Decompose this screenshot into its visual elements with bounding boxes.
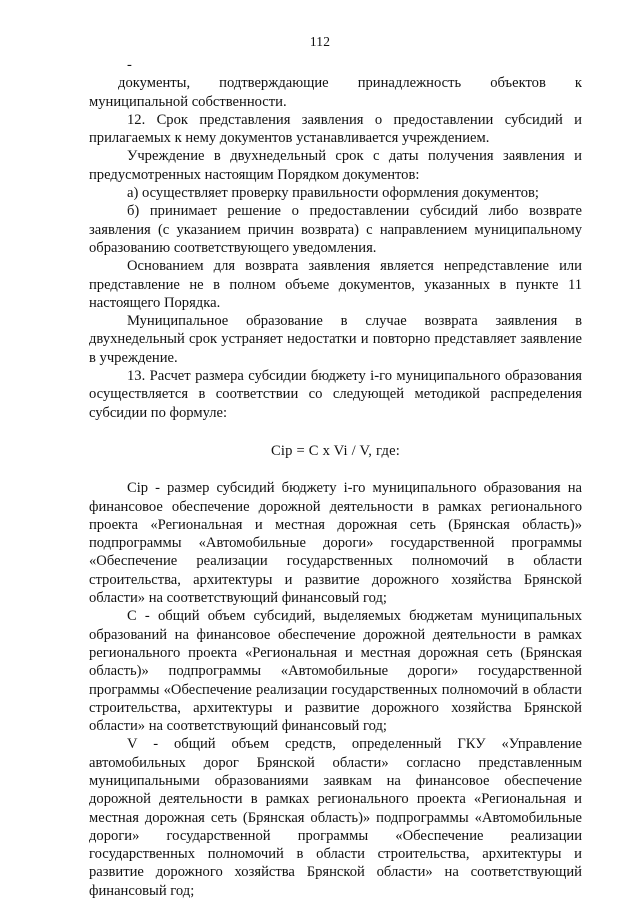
paragraph-documents-ownership: - документы, подтверждающие принадлежность объектов к муниципальной собственности. [89,57,582,110]
paragraph-c-definition: С - общий объем субсидий, выделяемых бюджетам муниципальных образований на финансовое обеспечение дорожной деятельности в рамках регионального проекта «Региональная и местная дорожная сеть (Брянская область)» подпрограммы «Автомобильные дороги» государственной программы «Обеспечение реализации государственных полномочий в области строительства, архитектуры и развитие дорожного хозяйства Брянской области» на соответствующий финансовый год; [89,608,582,735]
paragraph-municipality-resubmit: Муниципальное образование в случае возврата заявления в двухнедельный срок устраняет недостатки и повторно представляет заявление в учреждение. [89,313,582,366]
paragraph-return-grounds: Основанием для возврата заявления является непредставление или представление не в полном объеме документов, указанных в пункте 11 настоящего Порядка. [89,258,582,311]
paragraph-item-a: а) осуществляет проверку правильности оформления документов; [127,185,539,202]
paragraph-item-b: б) принимает решение о предоставлении субсидий либо возврате заявления (с указанием причин возврата) с направлением муниципальному образованию соответствующего уведомления. [89,203,582,256]
paragraph-13-calculation: 13. Расчет размера субсидии бюджету i-го муниципального образования осуществляется в соответствии со следующей методикой распределения субсидии по формуле: [89,368,582,421]
page-body [89,56,582,900]
page-number: 112 [309,34,331,49]
paragraph-institution-review: Учреждение в двухнедельный срок с даты получения заявления и предусмотренных настоящим Порядком документов: [89,148,582,183]
subsidy-formula: Сip = С x Vi / V, где: [270,442,401,459]
paragraph-v-definition: V - общий объем средств, определенный ГКУ «Управление автомобильных дорог Брянской области» согласно представленным муниципальными образованиями заявкам на финансовое обеспечение дорожной деятельности в рамках регионального проекта «Региональная и местная дорожная сеть (Брянская область)» подпрограммы «Автомобильные дороги» государственной программы «Обеспечение реализации государственных полномочий в области строительства, архитектуры и развитие дорожного хозяйства Брянской области» на соответствующий финансовый год; [89,736,582,899]
paragraph-cip-definition: Сip - размер субсидий бюджету i-го муниципального образования на финансовое обеспечение дорожной деятельности в рамках регионального проекта «Региональная и местная дорожная сеть (Брянская область)» подпрограммы «Автомобильные дороги» государственной программы «Обеспечение реализации государственных полномочий в области строительства, архитектуры и развитие дорожного хозяйства Брянской области» на соответствующий финансовый год; [89,480,582,607]
paragraph-12-deadline: 12. Срок представления заявления о предоставлении субсидий и прилагаемых к нему документов устанавливается учреждением. [89,111,582,147]
